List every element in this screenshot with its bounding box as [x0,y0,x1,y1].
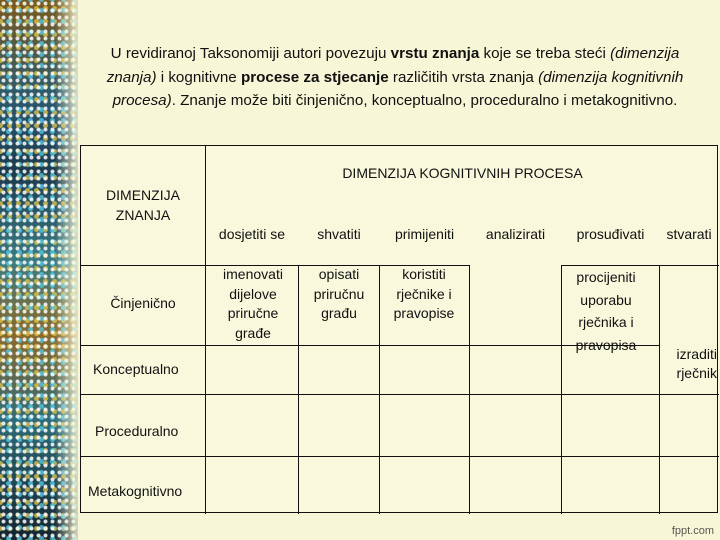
row-header-metacognitive: Metakognitivno [88,483,183,499]
intro-bold-knowledge-type: vrstu znanja [390,45,480,62]
knowledge-dimension-header: DIMENZIJA ZNANJA [106,187,180,223]
intro-text-2: koje se treba steći [479,45,611,62]
row-line-3 [81,394,719,395]
intro-paragraph [88,42,702,113]
column-header-remember: dosjetiti se [218,226,286,242]
intro-bold-processes: procese za stjecanje [240,68,389,86]
row-header-factual: Činjenično [110,295,176,311]
intro-text-1: U revidiranoj Taksonomiji autori povezuju [110,45,391,62]
decorative-mosaic-strip [0,0,78,540]
col-line-6 [659,265,660,514]
intro-italic-knowledge-dimension: (dimenzija znanja) [106,45,680,86]
intro-italic-cognitive-dimension: (dimenzija kognitivnih procesa) [112,68,684,109]
intro-text-4: različitih vrsta znanja [388,68,539,86]
cell-factual-remember: imenovati dijelove priručne građe [223,266,283,341]
cognitive-dimension-header: DIMENZIJA KOGNITIVNIH PROCESA [342,165,583,181]
taxonomy-table [80,145,718,513]
column-header-understand: shvatiti [317,226,361,242]
intro-text-5: . Znanje može biti činjenično, konceptualno, proceduralno i metakognitivno. [171,92,678,109]
col-line-2 [298,265,299,514]
fppt-watermark: fppt.com [671,525,714,537]
col-line-3 [379,265,380,514]
column-header-evaluate: prosuđivati [576,226,645,242]
row-line-4 [81,456,719,457]
col-line-4 [469,265,470,514]
cell-factual-create: izraditi rječnik [676,346,717,381]
row-header-procedural: Proceduralno [95,423,179,439]
intro-text-3: i kognitivne [156,68,241,86]
col-line-5 [561,265,562,514]
cell-factual-understand: opisati priručnu građu [313,266,365,321]
column-header-create: stvarati [666,226,712,242]
cell-factual-evaluate: procijeniti uporabu rječnika i pravopisa [575,269,637,353]
col-line-1 [205,146,206,514]
column-header-analyze: analizirati [485,226,546,242]
column-header-apply: primijeniti [394,226,455,242]
cell-factual-apply: koristiti rječnike i pravopise [393,266,455,321]
row-header-conceptual: Konceptualno [93,361,179,377]
